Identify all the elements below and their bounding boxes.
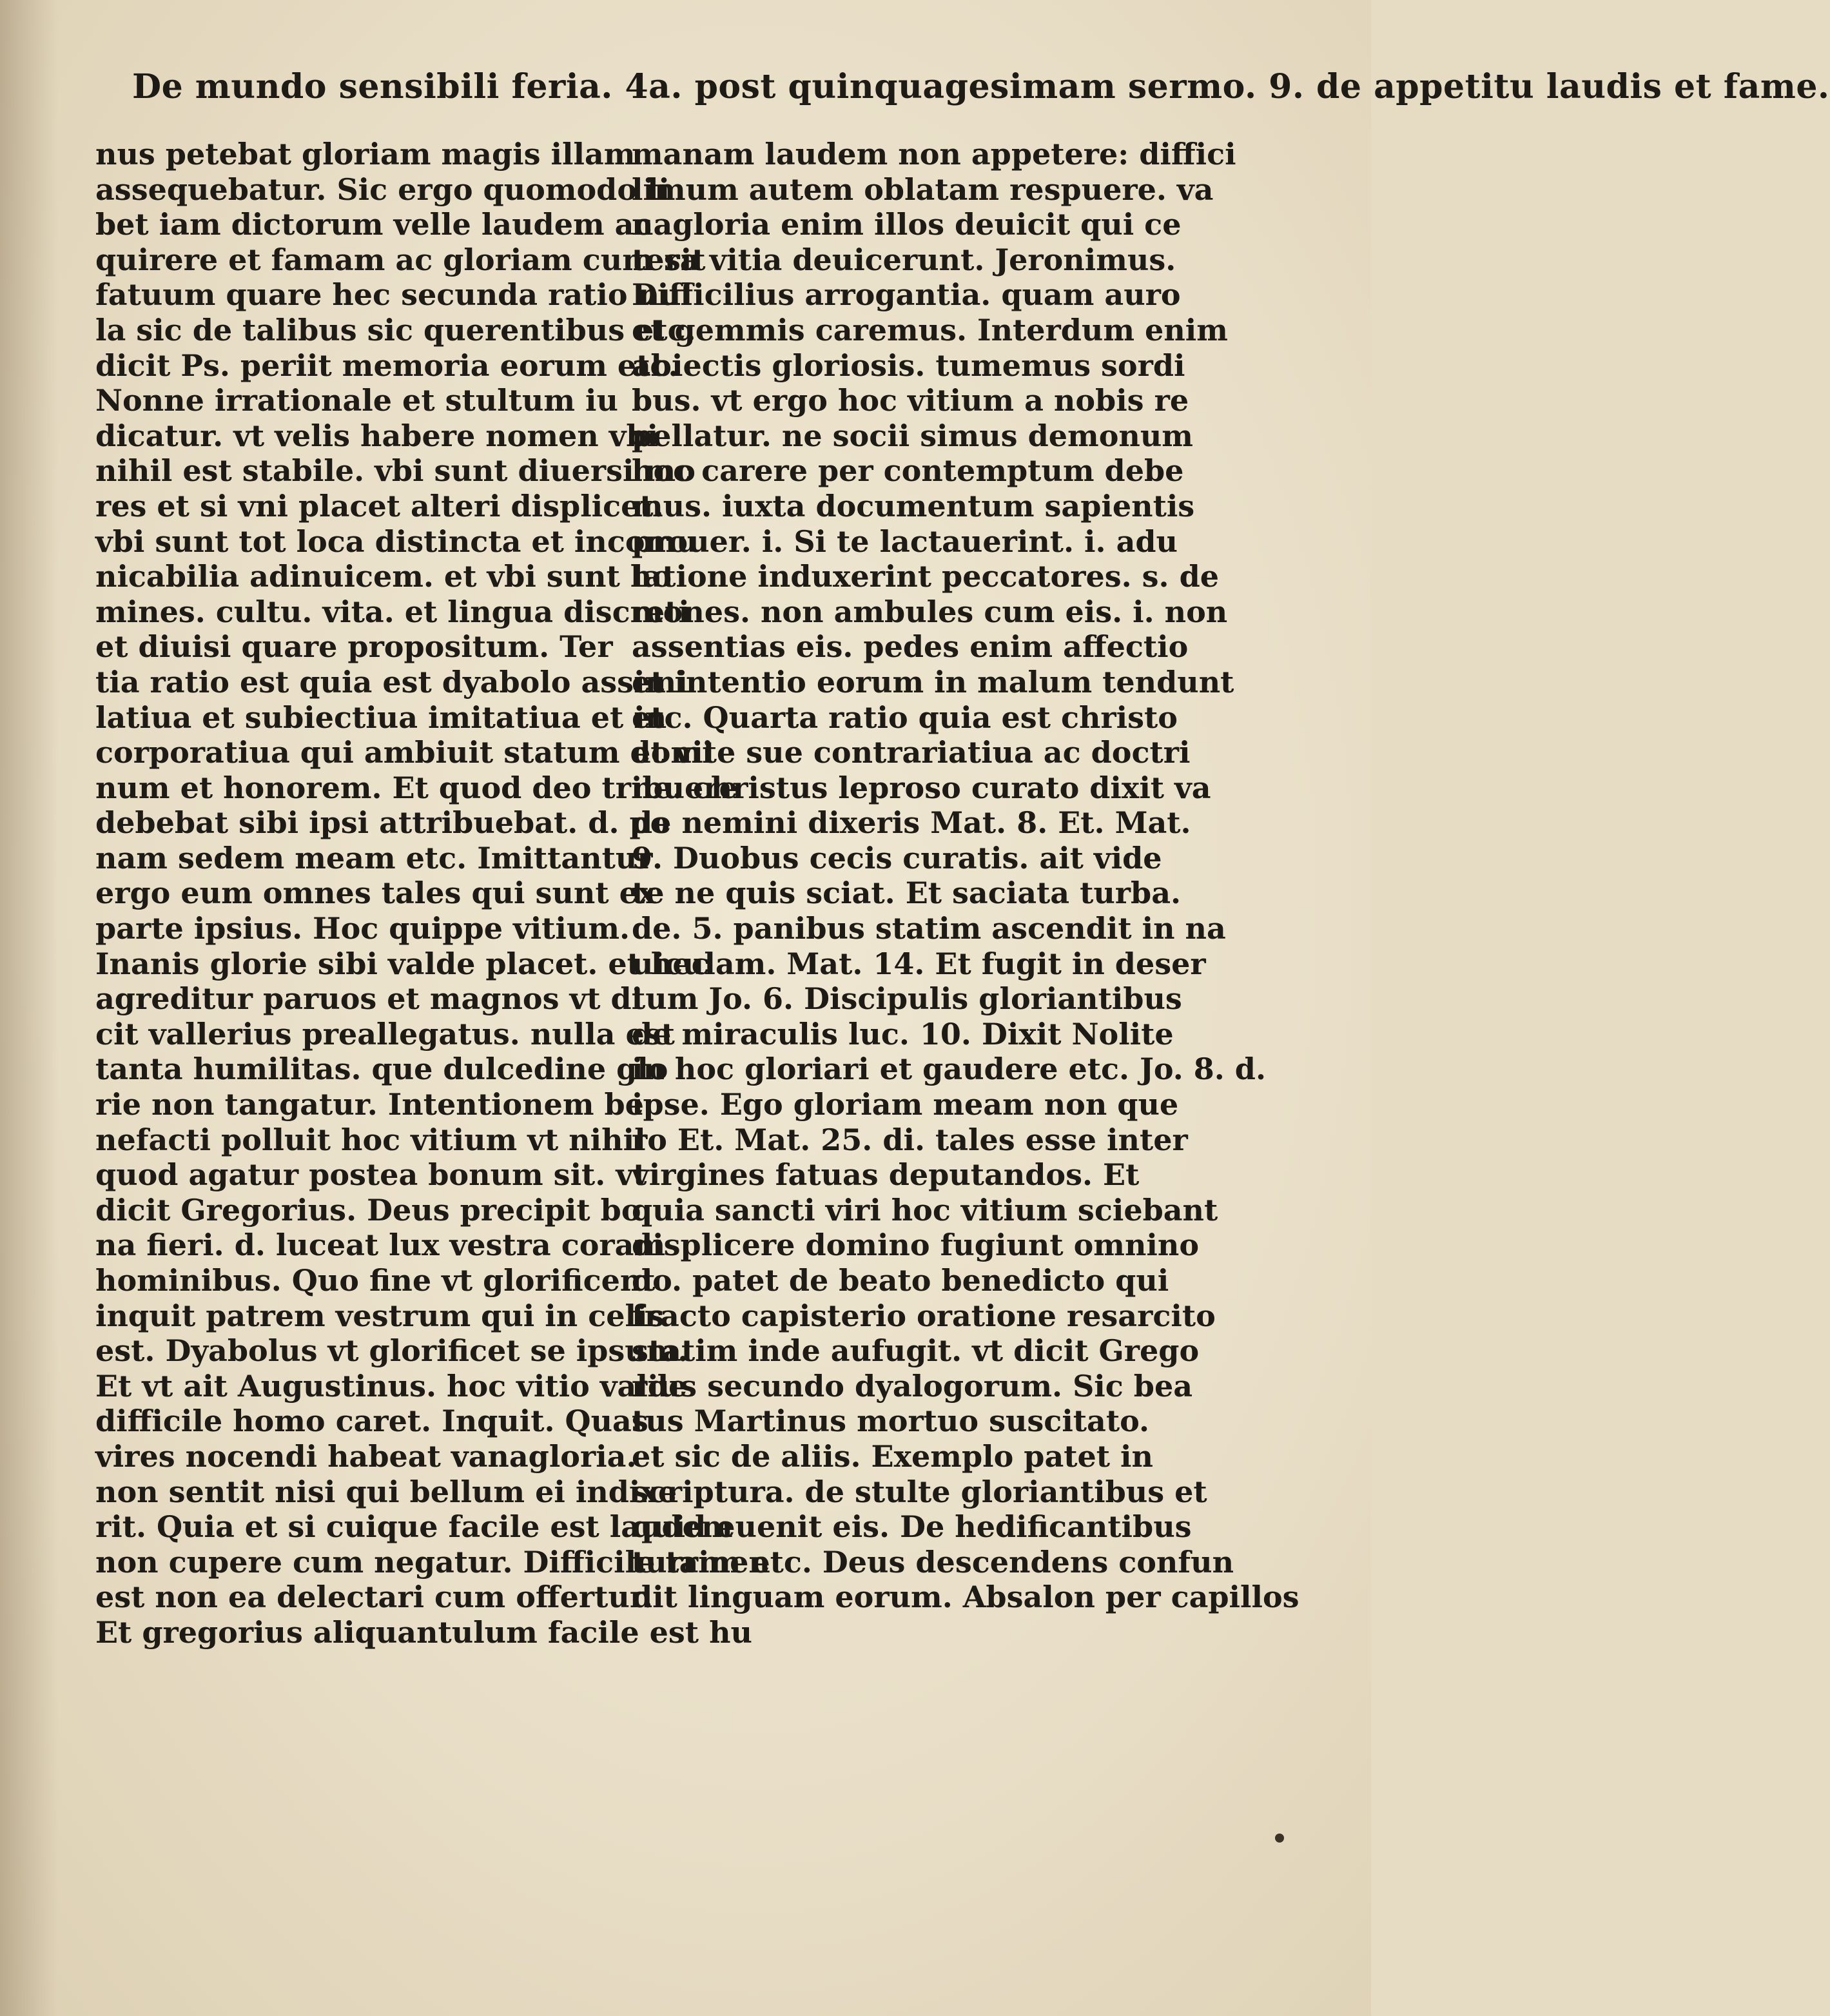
text-line: nam sedem meam etc. Imittantur	[95, 840, 653, 876]
text-line: est non ea delectari cum offertur.	[95, 1580, 653, 1615]
text-line: quirere et famam ac gloriam cum sit	[95, 242, 706, 277]
text-line: et diuisi quare propositum. Ter	[95, 629, 613, 665]
text-line: mines. cultu. vita. et lingua discreti	[95, 594, 690, 629]
text-line: na fieri. d. luceat lux vestra coram	[95, 1228, 666, 1263]
text-line: inquit patrem vestrum qui in celis	[95, 1298, 665, 1333]
text-line: mus. iuxta documentum sapientis	[632, 488, 1195, 524]
text-line: et intentio eorum in malum tendunt	[632, 664, 1234, 700]
text-line: la sic de talibus sic querentibus etc.	[95, 312, 696, 347]
text-line: virgines fatuas deputandos. Et	[632, 1157, 1140, 1193]
text-line: Et vt ait Augustinus. hoc vitio valde	[95, 1368, 688, 1404]
text-line: nus petebat gloriam magis illam	[95, 137, 636, 171]
text-line: non cupere cum negatur. Difficile tamen	[95, 1544, 770, 1580]
text-line: tia ratio est quia est dyabolo assimi	[95, 664, 688, 700]
text-line: scriptura. de stulte gloriantibus et	[632, 1474, 1207, 1509]
text-line: rit. Quia et si cuique facile est laudem	[95, 1509, 733, 1545]
text-line: nicabilia adinuicem. et vbi sunt ho	[95, 559, 672, 594]
text-line: prouer. i. Si te lactauerint. i. adu	[632, 524, 1178, 559]
text-line: latiua et subiectiua imitatiua et in	[95, 700, 667, 735]
text-line: ergo eum omnes tales qui sunt ex	[95, 876, 656, 911]
text-line: parte ipsius. Hoc quippe vitium.	[95, 911, 630, 946]
text-line: limum autem oblatam respuere. va	[632, 171, 1214, 207]
text-line: res et si vni placet alteri displicet.	[95, 488, 664, 524]
text-line: tanta humilitas. que dulcedine glo	[95, 1052, 668, 1087]
text-line: dicit Ps. periit memoria eorum etc.	[95, 347, 679, 383]
text-line: tera vitia deuicerunt. Jeronimus.	[632, 242, 1176, 277]
text-line: debebat sibi ipsi attribuebat. d. po	[95, 805, 670, 841]
text-line: ro Et. Mat. 25. di. tales esse inter	[632, 1122, 1188, 1157]
text-line: rie non tangatur. Intentionem be	[95, 1087, 644, 1122]
text-line: num et honorem. Et quod deo tribuere	[95, 770, 738, 805]
text-line: Inanis glorie sibi valde placet. et hec	[95, 946, 710, 981]
text-line: nihil est stabile. vbi sunt diuersi mo	[95, 453, 696, 489]
text-line: bet iam dictorum velle laudem ac	[95, 207, 652, 242]
text-line: de. 5. panibus statim ascendit in na	[632, 911, 1226, 946]
text-line: dicatur. vt velis habere nomen vbi	[95, 418, 659, 453]
right-text-column	[632, 137, 1299, 1615]
text-line: tus Martinus mortuo suscitato.	[632, 1404, 1149, 1439]
text-line: do. patet de beato benedicto qui	[632, 1263, 1169, 1298]
text-line: pellatur. ne socii simus demonum	[632, 418, 1193, 453]
text-line: nefacti polluit hoc vitium vt nihil	[95, 1122, 646, 1157]
text-line: fracto capisterio oratione resarcito	[632, 1298, 1216, 1333]
text-line: dit linguam eorum. Absalon per capillos	[632, 1580, 1299, 1615]
text-line: uiculam. Mat. 14. Et fugit in deser	[632, 946, 1206, 981]
text-line: ipse. Ego gloriam meam non que	[632, 1087, 1179, 1122]
text-line: in hoc gloriari et gaudere etc. Jo. 8. d.	[632, 1052, 1266, 1087]
ink-speck	[1275, 1834, 1284, 1843]
text-line: etc. Quarta ratio quia est christo	[632, 700, 1178, 735]
text-line: et sic de aliis. Exemplo patet in	[632, 1438, 1153, 1474]
text-line: statim inde aufugit. vt dicit Grego	[632, 1333, 1200, 1369]
text-line: mones. non ambules cum eis. i. non	[632, 594, 1228, 629]
running-head: De mundo sensibili feria. 4a. post quinquagesimam sermo. 9. de appetitu laudis et fame.	[132, 67, 1830, 106]
text-line: rius secundo dyalogorum. Sic bea	[632, 1368, 1193, 1404]
text-line: hoc carere per contemptum debe	[632, 453, 1184, 489]
text-line: latione induxerint peccatores. s. de	[632, 559, 1220, 594]
text-line: quod agatur postea bonum sit. vt	[95, 1157, 647, 1193]
text-line: fatuum quare hec secunda ratio nul	[95, 277, 692, 313]
text-line: turrim etc. Deus descendens confun	[632, 1544, 1234, 1580]
text-line: cit vallerius preallegatus. nulla est	[95, 1016, 675, 1052]
text-line: non sentit nisi qui bellum ei indixe	[95, 1474, 677, 1509]
text-line: 9. Duobus cecis curatis. ait vide	[632, 840, 1162, 876]
text-line: agreditur paruos et magnos vt di	[95, 981, 643, 1017]
gutter-shadow	[0, 0, 58, 2016]
text-line: te ne quis sciat. Et saciata turba.	[632, 876, 1182, 911]
text-line: manam laudem non appetere: diffici	[632, 137, 1236, 171]
left-text-column	[95, 137, 770, 1650]
text-line: dicit Gregorius. Deus precipit bo	[95, 1192, 641, 1228]
text-line: de miraculis luc. 10. Dixit Nolite	[632, 1016, 1174, 1052]
text-line: corporatiua qui ambiuit statum domi	[95, 735, 714, 770]
text-line: ne. christus leproso curato dixit va	[632, 770, 1211, 805]
text-line: hominibus. Quo fine vt glorificent	[95, 1263, 656, 1298]
text-line: Difficilius arrogantia. quam auro	[632, 277, 1181, 313]
text-line: quid euenit eis. De hedificantibus	[632, 1509, 1192, 1545]
text-line: tum Jo. 6. Discipulis gloriantibus	[632, 981, 1182, 1017]
text-line: bus. vt ergo hoc vitium a nobis re	[632, 383, 1189, 418]
text-line: displicere domino fugiunt omnino	[632, 1228, 1199, 1263]
text-line: difficile homo caret. Inquit. Quas	[95, 1404, 648, 1439]
text-line: vbi sunt tot loca distincta et incomu	[95, 524, 698, 559]
text-line: assentias eis. pedes enim affectio	[632, 629, 1189, 665]
text-line: est. Dyabolus vt glorificet se ipsum.	[95, 1333, 688, 1369]
text-line: vires nocendi habeat vanagloria.	[95, 1438, 637, 1474]
text-line: Et gregorius aliquantulum facile est hu	[95, 1614, 752, 1650]
text-line: et gemmis caremus. Interdum enim	[632, 312, 1228, 347]
text-line: abiectis gloriosis. tumemus sordi	[632, 347, 1185, 383]
text-line: de nemini dixeris Mat. 8. Et. Mat.	[632, 805, 1191, 841]
text-line: et vite sue contrariatiua ac doctri	[632, 735, 1191, 770]
text-line: quia sancti viri hoc vitium sciebant	[632, 1192, 1218, 1228]
text-line: nagloria enim illos deuicit qui ce	[632, 207, 1182, 242]
text-line: Nonne irrationale et stultum iu	[95, 383, 618, 418]
text-line: assequebatur. Sic ergo quomodo li	[95, 171, 670, 207]
